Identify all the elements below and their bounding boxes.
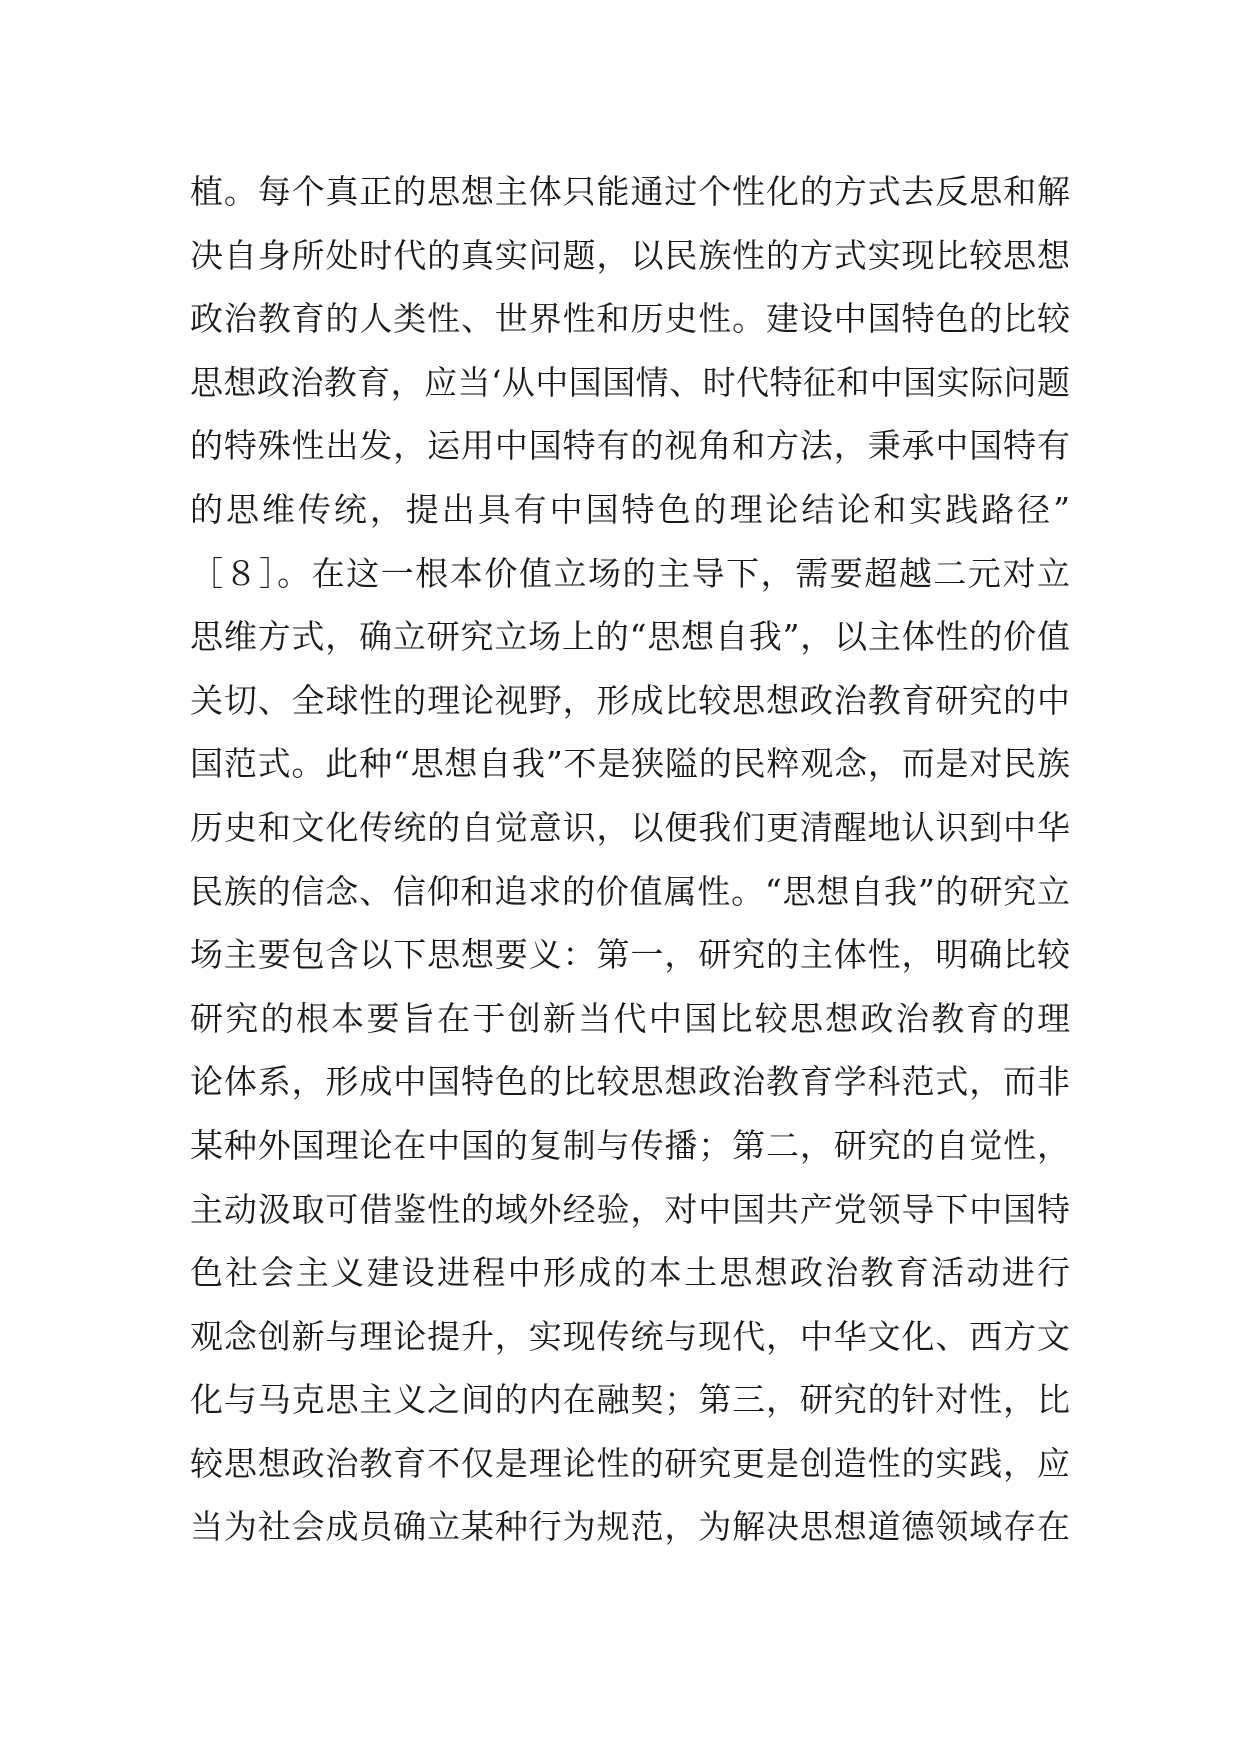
- text-line: 思维方式，确立研究立场上的“思想自我”，以主体性的价值: [190, 617, 1070, 657]
- text-line: 论体系，形成中国特色的比较思想政治教育学科范式，而非: [190, 1062, 1070, 1102]
- text-line: 色社会主义建设进程中形成的本土思想政治教育活动进行: [190, 1253, 1070, 1293]
- text-line: 政治教育的人类性、世界性和历史性。建设中国特色的比较: [190, 299, 1070, 339]
- text-line: 当为社会成员确立某种行为规范，为解决思想道德领域存在: [190, 1507, 1070, 1547]
- text-line: 历史和文化传统的自觉意识，以便我们更清醒地认识到中华: [190, 807, 1070, 847]
- text-line: 较思想政治教育不仅是理论性的研究更是创造性的实践，应: [190, 1443, 1070, 1483]
- text-line: 的思维传统，提出具有中国特色的理论结论和实践路径”: [190, 489, 1070, 529]
- text-line: 植。每个真正的思想主体只能通过个性化的方式去反思和解: [190, 172, 1070, 211]
- text-line: 决自身所处时代的真实问题，以民族性的方式实现比较思想: [190, 235, 1070, 275]
- text-line: 化与马克思主义之间的内在融契；第三，研究的针对性，比: [190, 1380, 1070, 1420]
- text-line: 场主要包含以下思想要义：第一，研究的主体性，明确比较: [190, 935, 1070, 975]
- text-line: 民族的信念、信仰和追求的价值属性。“思想自我”的研究立: [190, 871, 1070, 911]
- text-line: 的特殊性出发，运用中国特有的视角和方法，秉承中国特有: [190, 426, 1070, 466]
- text-line: 某种外国理论在中国的复制与传播；第二，研究的自觉性，: [190, 1125, 1070, 1165]
- body-paragraph: [190, 160, 1070, 1559]
- text-line: 思想政治教育，应当‘从中国国情、时代特征和中国实际问题: [190, 362, 1070, 402]
- text-line: 研究的根本要旨在于创新当代中国比较思想政治教育的理: [190, 998, 1070, 1038]
- text-line: 国范式。此种“思想自我”不是狭隘的民粹观念，而是对民族: [190, 744, 1070, 784]
- text-line: 观念创新与理论提升，实现传统与现代，中华文化、西方文: [190, 1316, 1070, 1356]
- text-line: 主动汲取可借鉴性的域外经验，对中国共产党领导下中国特: [190, 1189, 1070, 1229]
- text-line: ［８］。在这一根本价值立场的主导下，需要超越二元对立: [190, 553, 1070, 593]
- text-line: 关切、全球性的理论视野，形成比较思想政治教育研究的中: [190, 680, 1070, 720]
